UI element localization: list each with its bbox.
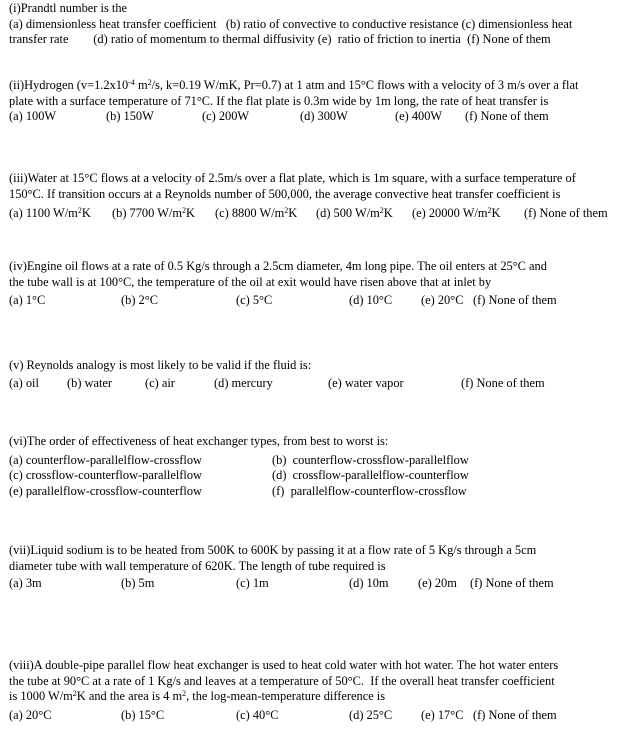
option-d: (d) 10°C	[349, 293, 393, 307]
option-f: (f) None of them	[470, 576, 554, 590]
option-f: (f) None of them	[473, 707, 557, 722]
question-5-options	[9, 376, 629, 392]
option-b: (b) water	[67, 375, 113, 390]
option-e: (e) 20°C	[421, 293, 464, 307]
option-a: (a) oil	[9, 375, 39, 390]
question-2	[9, 78, 629, 125]
option-b: (b) counterflow-crossflow-parallelflow	[272, 452, 469, 467]
question-6	[9, 434, 629, 499]
question-8-stem-line-2: the tube at 90°C at a rate of 1 Kg/s and leaves at a temperature of 50°C. If the overall heat transfer coefficient	[9, 673, 555, 688]
option-a: (a) 20°C	[9, 707, 52, 722]
option-b: (b) 7700 $W/m^2K$	[112, 206, 195, 220]
question-7-stem-line-1: (vii)Liquid sodium is to be heated from 500K to 600K by passing it at a flow rate of 5 Kg/s through a 5cm	[9, 543, 537, 557]
option-b: (b) 5m	[121, 576, 155, 590]
option-d: (d) crossflow-parallelflow-counterflow	[272, 468, 469, 482]
option-c: (c) 5°C	[236, 293, 273, 307]
option-c: (c) crossflow-counterflow-parallelflow	[9, 468, 203, 482]
question-3	[9, 171, 629, 218]
option-a: (a) counterflow-parallelflow-crossflow	[9, 452, 203, 467]
option-d: (d) 10m	[349, 576, 389, 590]
question-3-stem-line-1: (iii)Water at 15°C flows at a velocity of 2.5m/s over a flat plate, which is 1m square, with a surface temperature of	[9, 171, 576, 185]
option-c: (c) air	[145, 375, 175, 390]
question-2-options	[9, 109, 629, 125]
option-a: (a) 3m	[9, 576, 42, 590]
option-e: (e) water vapor	[328, 375, 404, 390]
question-5	[9, 358, 629, 389]
question-4-stem-line-2: the tube wall is at 100°C, the temperature of the oil at exit would have risen above that at inlet by	[9, 274, 492, 289]
question-8-options	[9, 708, 629, 724]
option-f: (f) None of them	[524, 206, 608, 220]
option-b: (b) 150W	[106, 109, 154, 123]
question-8	[9, 658, 629, 720]
question-3-stem-line-2: 150°C. If transition occurs at a Reynolds number of 500,000, the average convective heat transfer coefficient is	[9, 186, 561, 201]
option-e: (e) 20000 $W/m^2K$	[412, 206, 501, 220]
option-c: (c) 40°C	[236, 707, 279, 722]
option-d: (d) 25°C	[349, 707, 393, 722]
option-a: (a) 1°C	[9, 293, 46, 307]
option-c: (c) 8800 $W/m^2K$	[215, 206, 298, 220]
question-2-stem-line-1: (ii)Hydrogen ($v=1.2x10^{-4}$ $m^2/s$, k=0.19 W/mK, Pr=0.7) at 1 atm and 15°C flows with a velocity of 3 m/s over a flat	[9, 78, 579, 92]
option-d: (d) 300W	[300, 109, 348, 123]
option-f: (f) None of them	[465, 109, 549, 123]
option-e: (e) 17°C	[421, 707, 464, 722]
question-5-stem: (v) Reynolds analogy is most likely to be valid if the fluid is:	[9, 358, 312, 372]
option-c: (c) 200W	[202, 109, 250, 123]
option-f: (f) None of them	[473, 293, 557, 307]
question-8-stem-line-1: (viii)A double-pipe parallel flow heat exchanger is used to heat cold water with hot water. The hot water enters	[9, 658, 559, 672]
option-d: (d) 500 $W/m^2K$	[316, 206, 393, 220]
question-1	[9, 1, 629, 48]
question-4-stem-line-1: (iv)Engine oil flows at a rate of 0.5 Kg/s through a 2.5cm diameter, 4m long pipe. The oil enters at 25°C and	[9, 259, 547, 273]
option-e: (e) parallelflow-crossflow-counterflow	[9, 483, 203, 498]
question-7-options	[9, 576, 629, 592]
option-b: (b) 2°C	[121, 293, 158, 307]
question-8-stem-line-3: is 1000 $W/m^2K$ and the area is 4 $m^2$, the log-mean-temperature difference is	[9, 689, 386, 703]
question-2-stem-line-2: plate with a surface temperature of 71°C. If the flat plate is 0.3m wide by 1m long, the rate of heat transfer is	[9, 93, 549, 108]
question-6-options	[9, 453, 629, 500]
question-1-options-line-1: (a) dimensionless heat transfer coefficient (b) ratio of convective to conductive resistance (c) dimensionless heat	[9, 16, 573, 31]
question-4	[9, 259, 629, 306]
question-7-stem-line-2: diameter tube with wall temperature of 620K. The length of tube required is	[9, 558, 386, 573]
question-4-options	[9, 293, 629, 309]
question-1-stem: (i)Prandtl number is the	[9, 1, 128, 15]
option-e: (e) 20m	[418, 576, 457, 590]
option-e: (e) 400W	[395, 109, 443, 123]
option-f: (f) parallelflow-counterflow-crossflow	[272, 483, 467, 498]
question-1-options-line-2: transfer rate (d) ratio of momentum to thermal diffusivity (e) ratio of friction to inertia (f) None of them	[9, 32, 551, 46]
option-b: (b) 15°C	[121, 707, 165, 722]
option-d: (d) mercury	[214, 375, 273, 390]
option-a: (a) 100W	[9, 109, 57, 123]
question-3-options	[9, 206, 629, 222]
option-a: (a) 1100 $W/m^2K$	[9, 206, 91, 220]
question-7	[9, 543, 629, 590]
option-c: (c) 1m	[236, 576, 269, 590]
question-6-stem: (vi)The order of effectiveness of heat exchanger types, from best to worst is:	[9, 434, 389, 448]
option-f: (f) None of them	[461, 375, 545, 390]
